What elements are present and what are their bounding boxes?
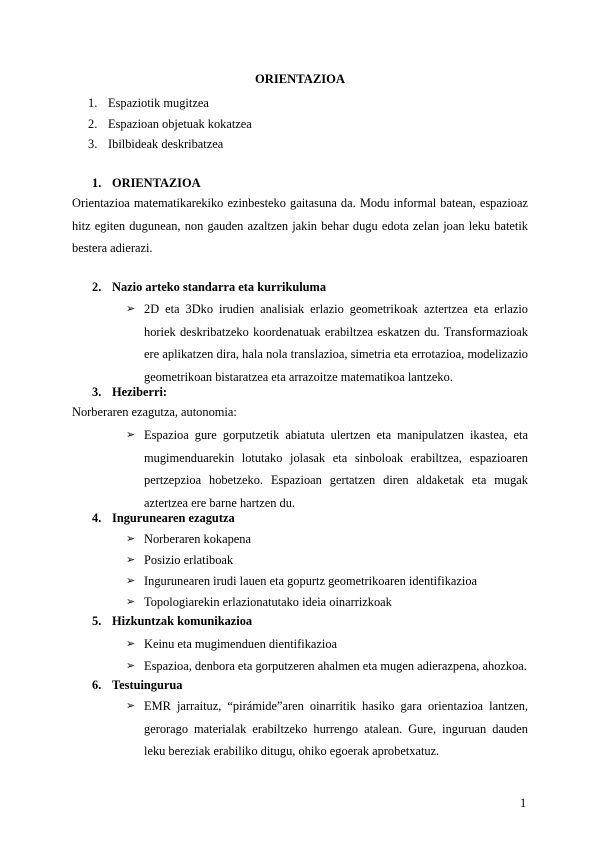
toc-item-number: 2. <box>88 116 98 131</box>
section-title: Ingurunearen ezagutza <box>112 511 235 525</box>
section-heading-2 <box>92 280 326 295</box>
list-item <box>126 633 528 656</box>
arrow-bullet-icon: ➢ <box>126 699 136 712</box>
list-item-text: EMR jarraituz, “pirámide”aren oinarritik hasiko gara orientazioa lantzen, gerorago materialak erabiltzeko hurrengo atalean. Gure, inguruan dauden leku bereziak erabiliko ditugu, ohiko egoerak aprobetxatuz. <box>144 699 528 758</box>
toc-item-label: Espaziotik mugitzea <box>108 96 209 110</box>
section-heading-5 <box>92 614 252 629</box>
list-item-text: Posizio erlatiboak <box>144 553 234 567</box>
section-1-paragraph: Orientazioa matematikarekiko ezinbesteko gaitasuna da. Modu informal batean, espazioaz hitz egiten dugunean, non gauden azaltzen jakin behar dugu edota zelan joan leku batetik bestera adierazi. <box>72 196 528 255</box>
section-title: ORIENTAZIOA <box>112 176 201 190</box>
section-heading-3 <box>92 385 167 400</box>
toc-item <box>88 93 252 114</box>
section-title: Heziberri: <box>112 385 168 399</box>
list-item <box>126 655 528 678</box>
section-number: 5. <box>92 614 102 628</box>
section-heading-6 <box>92 678 182 693</box>
toc-item-number: 3. <box>88 137 98 151</box>
list-item-text: Espazioa gure gorputzetik abiatuta ulertzen eta manipulatzen ikastea, eta mugimenduarekin lotutako jolasak eta sinboloak erabiltzea, espazioaren pertzepzioa hobetzeko. Espazioan gertatzen diren aldaketak eta mugak aztertzea ere barne hartzen du. <box>144 428 528 510</box>
toc-item-label: Ibilbideak deskribatzea <box>108 137 224 151</box>
list-item-text: Ingurunearen irudi lauen eta gopurtz geometrikoaren identifikazioa <box>144 574 478 588</box>
list-item <box>126 424 528 514</box>
section-number: 4. <box>92 511 102 525</box>
toc-item <box>88 114 252 135</box>
section-number: 6. <box>92 678 102 692</box>
list-item <box>126 528 528 551</box>
section-number: 2. <box>92 280 102 294</box>
toc-item <box>88 134 252 155</box>
section-heading-4 <box>92 511 235 526</box>
arrow-bullet-icon: ➢ <box>126 637 136 650</box>
section-number: 3. <box>92 385 102 399</box>
toc-item-number: 1. <box>88 96 98 110</box>
arrow-bullet-icon: ➢ <box>126 302 136 315</box>
arrow-bullet-icon: ➢ <box>126 595 136 608</box>
list-item-text: Keinu eta mugimenduen dientifikazioa <box>144 637 338 651</box>
list-item <box>126 298 528 388</box>
toc-item-label: Espazioan objetuak kokatzea <box>108 116 252 131</box>
list-item <box>126 591 528 614</box>
section-number: 1. <box>92 176 102 190</box>
arrow-bullet-icon: ➢ <box>126 659 136 672</box>
list-item-text: Topologiarekin erlazionatutako ideia oinarrizkoak <box>144 595 392 609</box>
list-item <box>126 570 528 593</box>
arrow-bullet-icon: ➢ <box>126 428 136 441</box>
page-number: 1 <box>520 796 527 810</box>
section-title: Testuingurua <box>112 678 183 692</box>
arrow-bullet-icon: ➢ <box>126 574 136 587</box>
list-item-text: Espazioa, denbora eta gorputzeren ahalmen eta mugen adierazpena, ahozkoa. <box>144 659 527 673</box>
list-item-text: 2D eta 3Dko irudien analisiak erlazio geometrikoak aztertzea eta erlazio horiek deskribatzeko koordenatuak erabiltzea eskatzen du. Transformazioak ere aplikatzen dira, hala nola translazioa, simetria eta errotazioa, modelizazio geometrikoan bistaratzea eta arrazoitze matematikoa lantzeko. <box>144 302 528 384</box>
section-title: Nazio arteko standarra eta kurrikuluma <box>112 280 327 294</box>
list-item-text: Norberaren kokapena <box>144 532 251 546</box>
list-item <box>126 549 528 572</box>
page-title: ORIENTAZIOA <box>254 72 346 86</box>
arrow-bullet-icon: ➢ <box>126 553 136 566</box>
section-heading-1 <box>92 176 201 191</box>
list-item <box>126 695 528 763</box>
section-title: Hizkuntzak komunikazioa <box>112 614 253 628</box>
arrow-bullet-icon: ➢ <box>126 532 136 545</box>
table-of-contents <box>88 93 252 155</box>
section-3-intro: Norberaren ezagutza, autonomia: <box>72 405 237 419</box>
